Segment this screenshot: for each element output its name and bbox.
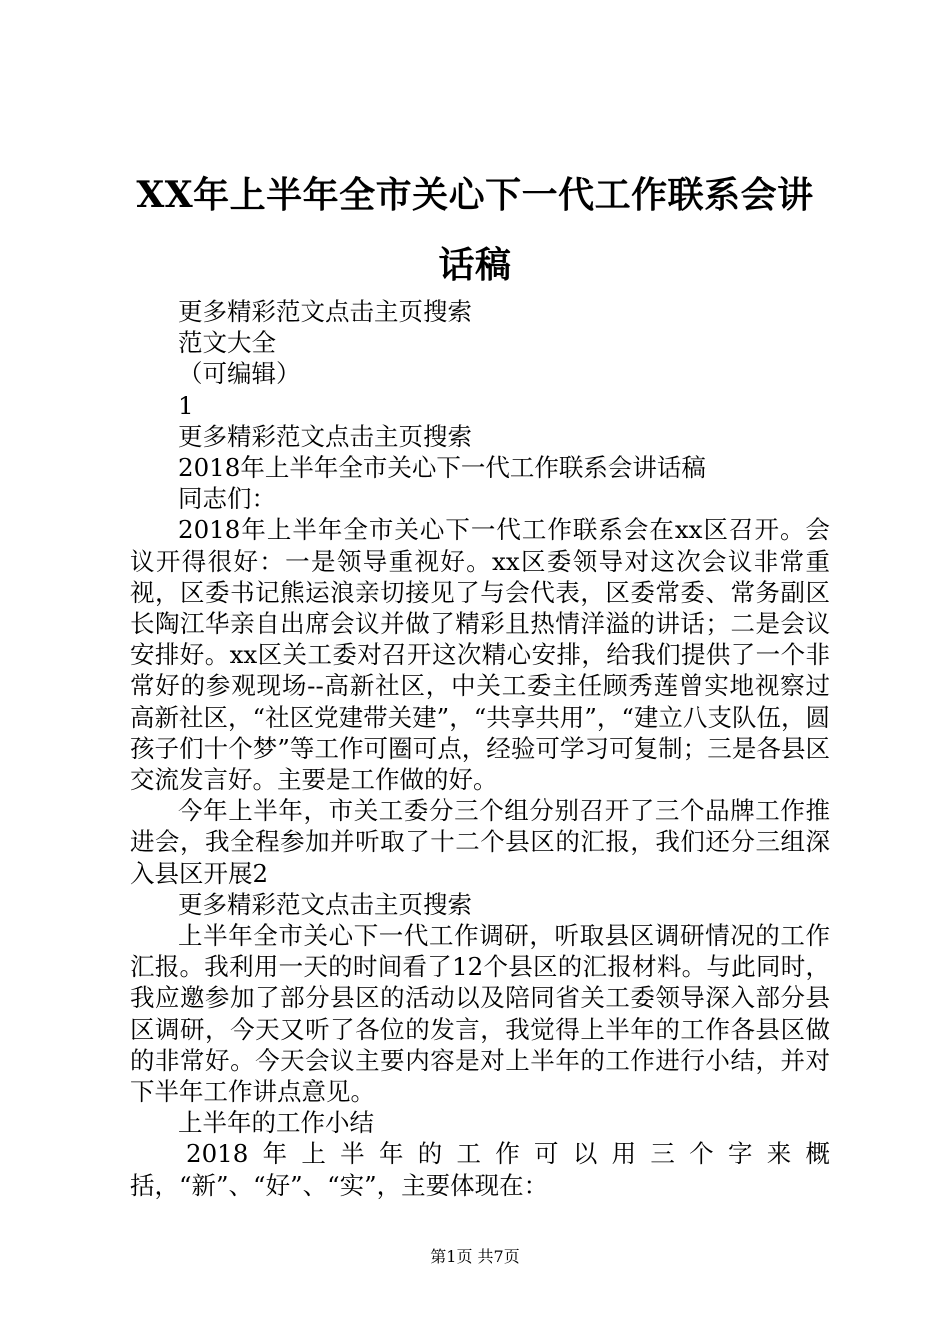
- body-paragraph: 2018年上半年的工作可以用三个字来概括，“新”、“好”、“实”，主要体现在：: [130, 1139, 830, 1200]
- text-line: 范文大全: [178, 328, 276, 358]
- page-footer: 第1页 共7页: [430, 1247, 520, 1266]
- section-heading: 上半年的工作小结: [178, 1108, 374, 1138]
- salutation-line: 同志们：: [178, 484, 276, 514]
- promo-line: 更多精彩范文点击主页搜索: [178, 297, 472, 326]
- body-paragraph: 上半年全市关心下一代工作调研，听取县区调研情况的工作汇报。我利用一天的时间看了12个县区的汇报材料。与此同时，我应邀参加了部分县区的活动以及陪同省关工委领导深入部分县区调研，今天又听了各位的发言，我觉得上半年的工作各县区做的非常好。今天会议主要内容是对上半年的工作进行小结，并对下半年工作讲点意见。: [130, 921, 830, 1107]
- body-paragraph: 今年上半年，市关工委分三个组分别召开了三个品牌工作推进会，我全程参加并听取了十二个县区的汇报，我们还分三组深入县区开展2: [130, 796, 830, 888]
- promo-line: 更多精彩范文点击主页搜索: [178, 421, 472, 451]
- document-body: [130, 296, 830, 1201]
- body-paragraph: 2018年上半年全市关心下一代工作联系会在xx区召开。会议开得很好：一是领导重视好。xx区委领导对这次会议非常重视，区委书记熊运浪亲切接见了与会代表，区委常委、常务副区长陶江华亲自出席会议并做了精彩且热情洋溢的讲话；二是会议安排好。xx区关工委对召开这次精心安排，给我们提供了一个非常好的参观现场--高新社区，中关工委主任顾秀莲曾实地视察过高新社区，“社区党建带关建”，“共享共用”，“建立八支队伍，圆孩子们十个梦”等工作可圈可点，经验可学习可复制；三是各县区交流发言好。主要是工作做的好。: [130, 515, 830, 795]
- text-line: （可编辑）: [178, 359, 301, 389]
- promo-line: 更多精彩范文点击主页搜索: [178, 889, 472, 919]
- document-title: XX年上半年全市关心下一代工作联系会讲话稿: [136, 174, 814, 286]
- subtitle-line: 2018年上半年全市关心下一代工作联系会讲话稿: [178, 453, 706, 483]
- page-number-line: 1: [178, 390, 194, 420]
